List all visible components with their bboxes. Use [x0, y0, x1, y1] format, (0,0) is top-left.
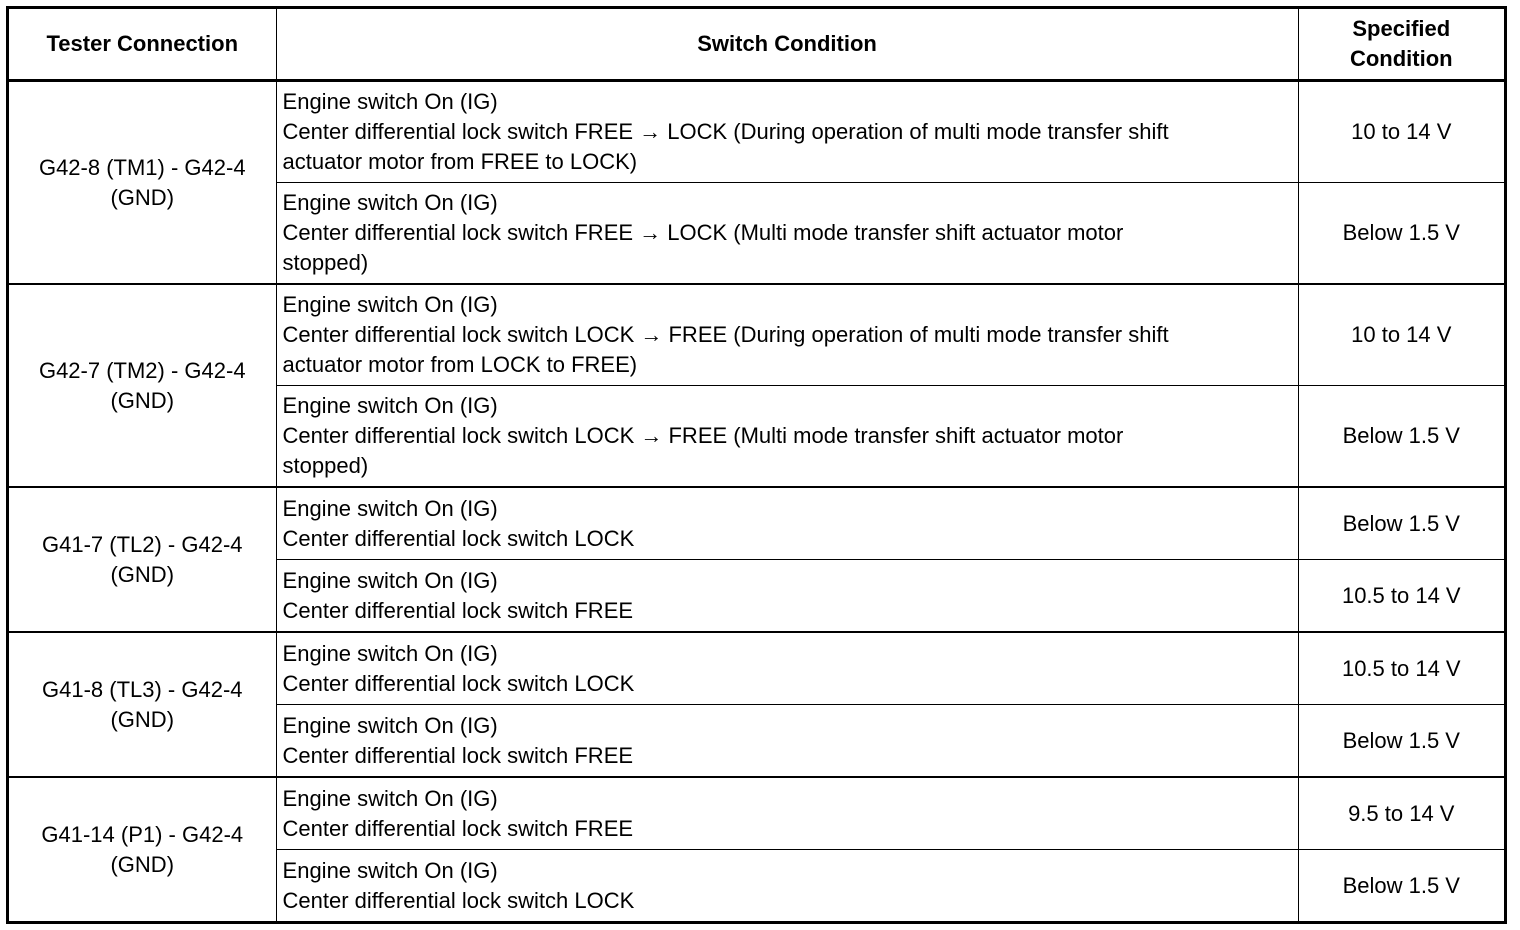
switch-condition-cell: Engine switch On (IG) Center differential lock switch LOCK: [276, 632, 1298, 705]
table-row: [8, 284, 1506, 386]
header-row: [8, 8, 1506, 81]
table-row: [8, 81, 1506, 183]
tester-connection-cell: G42-8 (TM1) - G42-4 (GND): [8, 81, 277, 285]
specified-condition-cell: 10.5 to 14 V: [1298, 560, 1505, 633]
specified-condition-cell: Below 1.5 V: [1298, 487, 1505, 560]
tester-connection-cell: G41-8 (TL3) - G42-4 (GND): [8, 632, 277, 777]
header-tester-connection: Tester Connection: [8, 8, 277, 81]
switch-condition-cell: Engine switch On (IG) Center differential lock switch LOCK → FREE (During operation of multi mode transfer shift actuator motor from LOCK to FREE): [276, 284, 1298, 386]
tester-spec-table: [6, 6, 1507, 924]
specified-condition-cell: 10.5 to 14 V: [1298, 632, 1505, 705]
tester-connection-cell: G42-7 (TM2) - G42-4 (GND): [8, 284, 277, 487]
switch-condition-cell: Engine switch On (IG) Center differential lock switch FREE → LOCK (Multi mode transfer shift actuator motor stopped): [276, 183, 1298, 285]
header-switch-condition: Switch Condition: [276, 8, 1298, 81]
switch-condition-cell: Engine switch On (IG) Center differential lock switch FREE: [276, 705, 1298, 778]
table-row: [8, 632, 1506, 705]
switch-condition-cell: Engine switch On (IG) Center differential lock switch LOCK: [276, 850, 1298, 923]
switch-condition-cell: Engine switch On (IG) Center differential lock switch FREE: [276, 560, 1298, 633]
tester-connection-cell: G41-7 (TL2) - G42-4 (GND): [8, 487, 277, 632]
header-specified-condition: Specified Condition: [1298, 8, 1505, 81]
specified-condition-cell: Below 1.5 V: [1298, 386, 1505, 488]
tester-connection-cell: G41-14 (P1) - G42-4 (GND): [8, 777, 277, 923]
specified-condition-cell: 9.5 to 14 V: [1298, 777, 1505, 850]
specified-condition-cell: 10 to 14 V: [1298, 81, 1505, 183]
specified-condition-cell: 10 to 14 V: [1298, 284, 1505, 386]
switch-condition-cell: Engine switch On (IG) Center differential lock switch LOCK: [276, 487, 1298, 560]
switch-condition-cell: Engine switch On (IG) Center differential lock switch FREE → LOCK (During operation of multi mode transfer shift actuator motor from FREE to LOCK): [276, 81, 1298, 183]
specified-condition-cell: Below 1.5 V: [1298, 705, 1505, 778]
switch-condition-cell: Engine switch On (IG) Center differential lock switch FREE: [276, 777, 1298, 850]
specified-condition-cell: Below 1.5 V: [1298, 850, 1505, 923]
table-row: [8, 487, 1506, 560]
table-row: [8, 777, 1506, 850]
switch-condition-cell: Engine switch On (IG) Center differential lock switch LOCK → FREE (Multi mode transfer shift actuator motor stopped): [276, 386, 1298, 488]
specified-condition-cell: Below 1.5 V: [1298, 183, 1505, 285]
